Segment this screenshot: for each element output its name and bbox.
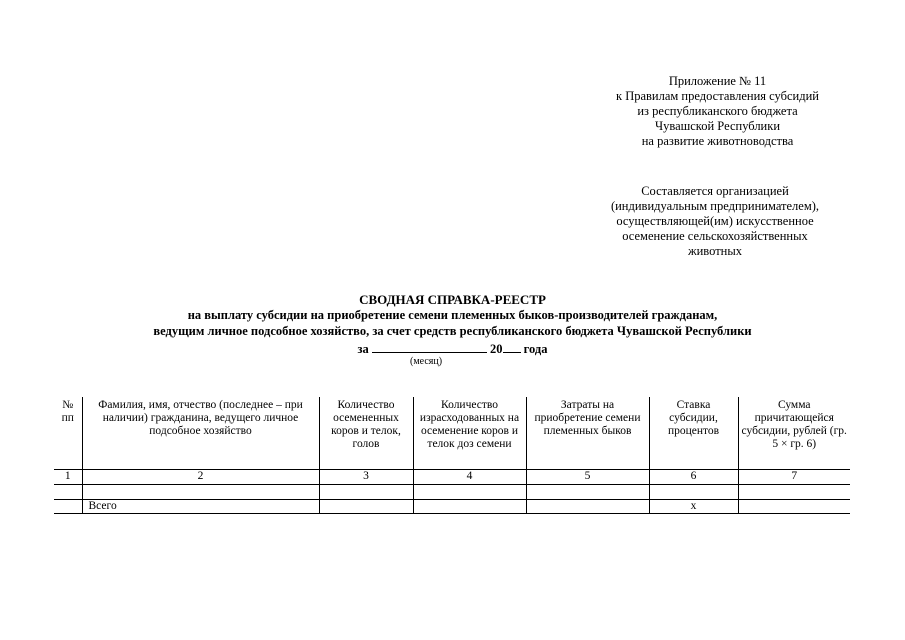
month-note: (месяц) xyxy=(410,356,443,367)
table-cell xyxy=(649,485,738,500)
appendix-line: на развитие животноводства xyxy=(641,134,794,148)
document-subtitle-line-1: на выплату субсидии на приобретение семени племенных быков-производителей гражданам, xyxy=(187,308,718,322)
column-number: 2 xyxy=(82,470,319,485)
column-number: 1 xyxy=(54,470,82,485)
empty-data-row xyxy=(54,485,850,500)
total-rate-mark: х xyxy=(649,500,738,514)
appendix-line: Чувашской Республики xyxy=(654,119,781,133)
appendix-line: Приложение № 11 xyxy=(668,74,767,88)
appendix-line: к Правилам предоставления субсидий xyxy=(616,89,819,103)
month-blank xyxy=(372,340,487,353)
composer-line: (индивидуальным предпринимателем), xyxy=(610,199,820,213)
total-label: Всего xyxy=(82,500,319,514)
header-subsidy-sum: Сумма причитающейся субсидии, рублей (гр. 5 × гр. 6) xyxy=(738,397,850,470)
period-prefix: за xyxy=(357,342,369,356)
composer-line: осуществляющей(им) искусственное xyxy=(616,214,814,228)
document-title: СВОДНАЯ СПРАВКА-РЕЕСТР xyxy=(359,292,546,307)
year-prefix: 20 xyxy=(490,342,503,356)
appendix-note xyxy=(585,74,850,149)
period-suffix: года xyxy=(523,342,548,356)
total-row xyxy=(54,500,850,514)
composer-line: осеменение сельскохозяйственных xyxy=(622,229,808,243)
composer-line: Составляется организацией xyxy=(641,184,789,198)
table-cell xyxy=(526,500,649,514)
column-number: 5 xyxy=(526,470,649,485)
column-number: 3 xyxy=(319,470,413,485)
column-number: 6 xyxy=(649,470,738,485)
table-cell xyxy=(526,485,649,500)
table-cell xyxy=(319,485,413,500)
table-cell xyxy=(738,485,850,500)
table-cell xyxy=(319,500,413,514)
composer-note xyxy=(575,184,855,259)
period-line xyxy=(0,340,905,357)
table-cell xyxy=(413,500,526,514)
table-cell xyxy=(54,485,82,500)
header-rate: Ставка субсидии, процентов xyxy=(649,397,738,470)
composer-line: животных xyxy=(687,244,743,258)
header-full-name: Фамилия, имя, отчество (последнее – при наличии) гражданина, ведущего личное подсобное хозяйство xyxy=(82,397,319,470)
appendix-line: из республиканского бюджета xyxy=(637,104,798,118)
header-costs: Затраты на приобретение семени племенных быков xyxy=(526,397,649,470)
registry-table xyxy=(54,397,850,514)
header-doses-count: Количество израсходованных на осеменение коров и телок доз семени xyxy=(413,397,526,470)
table-cell xyxy=(82,485,319,500)
table-cell xyxy=(54,500,82,514)
document-subtitle-line-2: ведущим личное подсобное хозяйство, за счет средств республиканского бюджета Чувашской Республики xyxy=(153,324,752,338)
table-cell xyxy=(738,500,850,514)
column-number-row xyxy=(54,470,850,485)
header-row xyxy=(54,397,850,470)
year-blank xyxy=(503,340,521,353)
header-inseminated-count: Количество осемененных коров и телок, голов xyxy=(319,397,413,470)
header-number: № пп xyxy=(54,397,82,470)
table-cell xyxy=(413,485,526,500)
column-number: 4 xyxy=(413,470,526,485)
column-number: 7 xyxy=(738,470,850,485)
